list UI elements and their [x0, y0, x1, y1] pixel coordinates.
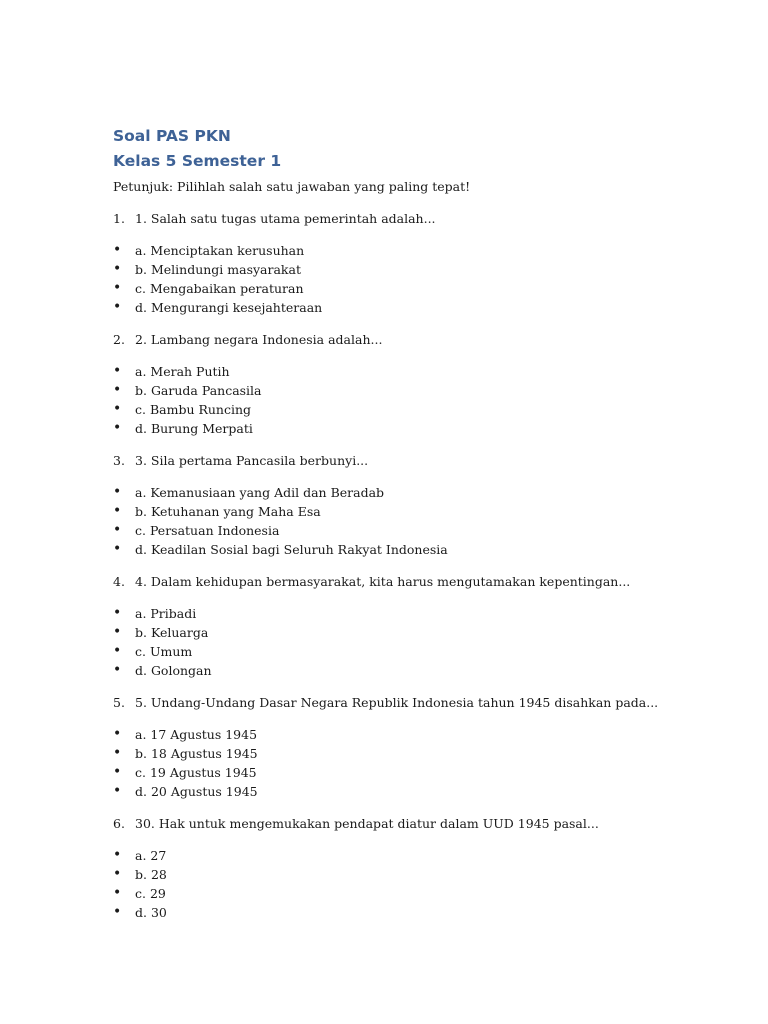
bullet-icon: • [113, 363, 122, 379]
instruction-text: Petunjuk: Pilihlah salah satu jawaban yang paling tepat! [113, 179, 471, 194]
question-5 [113, 693, 733, 712]
question-number: 2. [113, 332, 125, 347]
bullet-icon: • [113, 847, 122, 863]
option-text: d. Mengurangi kesejahteraan [135, 300, 323, 315]
option-item [113, 642, 733, 661]
option-text: b. 18 Agustus 1945 [135, 746, 258, 761]
question-number: 4. [113, 574, 125, 589]
bullet-icon: • [113, 662, 122, 678]
option-text: d. Keadilan Sosial bagi Seluruh Rakyat Indonesia [135, 542, 448, 557]
option-text: c. 29 [135, 886, 166, 901]
question-number: 1. [113, 211, 125, 226]
option-item [113, 661, 733, 680]
option-item [113, 241, 733, 260]
bullet-icon: • [113, 541, 122, 557]
question-text: 3. Sila pertama Pancasila berbunyi... [135, 453, 369, 468]
bullet-icon: • [113, 242, 122, 258]
option-text: d. Burung Merpati [135, 421, 253, 436]
question-3 [113, 451, 733, 470]
option-item [113, 782, 733, 801]
question-number: 5. [113, 695, 125, 710]
option-text: d. 20 Agustus 1945 [135, 784, 258, 799]
option-text: b. Keluarga [135, 625, 209, 640]
option-list [113, 604, 733, 680]
bullet-icon: • [113, 261, 122, 277]
option-item [113, 604, 733, 623]
question-list [113, 209, 733, 922]
question-text: 2. Lambang negara Indonesia adalah... [135, 332, 383, 347]
option-list [113, 483, 733, 559]
option-text: c. 19 Agustus 1945 [135, 765, 257, 780]
option-item [113, 502, 733, 521]
document-page [113, 124, 733, 922]
question-number: 6. [113, 816, 125, 831]
bullet-icon: • [113, 745, 122, 761]
bullet-icon: • [113, 605, 122, 621]
option-item [113, 763, 733, 782]
option-text: c. Persatuan Indonesia [135, 523, 280, 538]
option-list [113, 241, 733, 317]
option-list [113, 362, 733, 438]
option-text: a. Pribadi [135, 606, 197, 621]
option-item [113, 419, 733, 438]
bullet-icon: • [113, 885, 122, 901]
option-item [113, 400, 733, 419]
option-text: c. Bambu Runcing [135, 402, 252, 417]
option-text: c. Umum [135, 644, 193, 659]
option-text: b. Ketuhanan yang Maha Esa [135, 504, 321, 519]
bullet-icon: • [113, 299, 122, 315]
bullet-icon: • [113, 643, 122, 659]
bullet-icon: • [113, 401, 122, 417]
bullet-icon: • [113, 904, 122, 920]
option-list [113, 846, 733, 922]
option-item [113, 298, 733, 317]
bullet-icon: • [113, 522, 122, 538]
bullet-icon: • [113, 783, 122, 799]
bullet-icon: • [113, 280, 122, 296]
bullet-icon: • [113, 503, 122, 519]
option-text: b. Garuda Pancasila [135, 383, 262, 398]
option-text: b. Melindungi masyarakat [135, 262, 301, 277]
question-text: 4. Dalam kehidupan bermasyarakat, kita harus mengutamakan kepentingan... [135, 574, 631, 589]
option-text: a. 17 Agustus 1945 [135, 727, 258, 742]
option-item [113, 521, 733, 540]
question-text: 5. Undang-Undang Dasar Negara Republik Indonesia tahun 1945 disahkan pada... [135, 695, 659, 710]
option-item [113, 381, 733, 400]
question-2 [113, 330, 733, 349]
option-text: c. Mengabaikan peraturan [135, 281, 304, 296]
bullet-icon: • [113, 624, 122, 640]
option-item [113, 903, 733, 922]
option-item [113, 279, 733, 298]
option-item [113, 865, 733, 884]
question-4 [113, 572, 733, 591]
option-text: a. 27 [135, 848, 167, 863]
bullet-icon: • [113, 484, 122, 500]
option-item [113, 744, 733, 763]
option-item [113, 725, 733, 744]
option-item [113, 483, 733, 502]
option-text: a. Kemanusiaan yang Adil dan Beradab [135, 485, 385, 500]
bullet-icon: • [113, 764, 122, 780]
option-item [113, 846, 733, 865]
document-title: Soal PAS PKN [113, 127, 231, 145]
question-text: 30. Hak untuk mengemukakan pendapat diatur dalam UUD 1945 pasal... [135, 816, 599, 831]
bullet-icon: • [113, 382, 122, 398]
question-1 [113, 209, 733, 228]
option-text: d. 30 [135, 905, 167, 920]
option-list [113, 725, 733, 801]
option-item [113, 884, 733, 903]
option-text: b. 28 [135, 867, 167, 882]
option-item [113, 362, 733, 381]
bullet-icon: • [113, 726, 122, 742]
option-item [113, 540, 733, 559]
option-item [113, 260, 733, 279]
document-subtitle: Kelas 5 Semester 1 [113, 152, 282, 170]
bullet-icon: • [113, 420, 122, 436]
question-number: 3. [113, 453, 125, 468]
option-text: a. Menciptakan kerusuhan [135, 243, 305, 258]
bullet-icon: • [113, 866, 122, 882]
question-text: 1. Salah satu tugas utama pemerintah adalah... [135, 211, 436, 226]
question-6 [113, 814, 733, 833]
option-item [113, 623, 733, 642]
option-text: a. Merah Putih [135, 364, 230, 379]
option-text: d. Golongan [135, 663, 212, 678]
